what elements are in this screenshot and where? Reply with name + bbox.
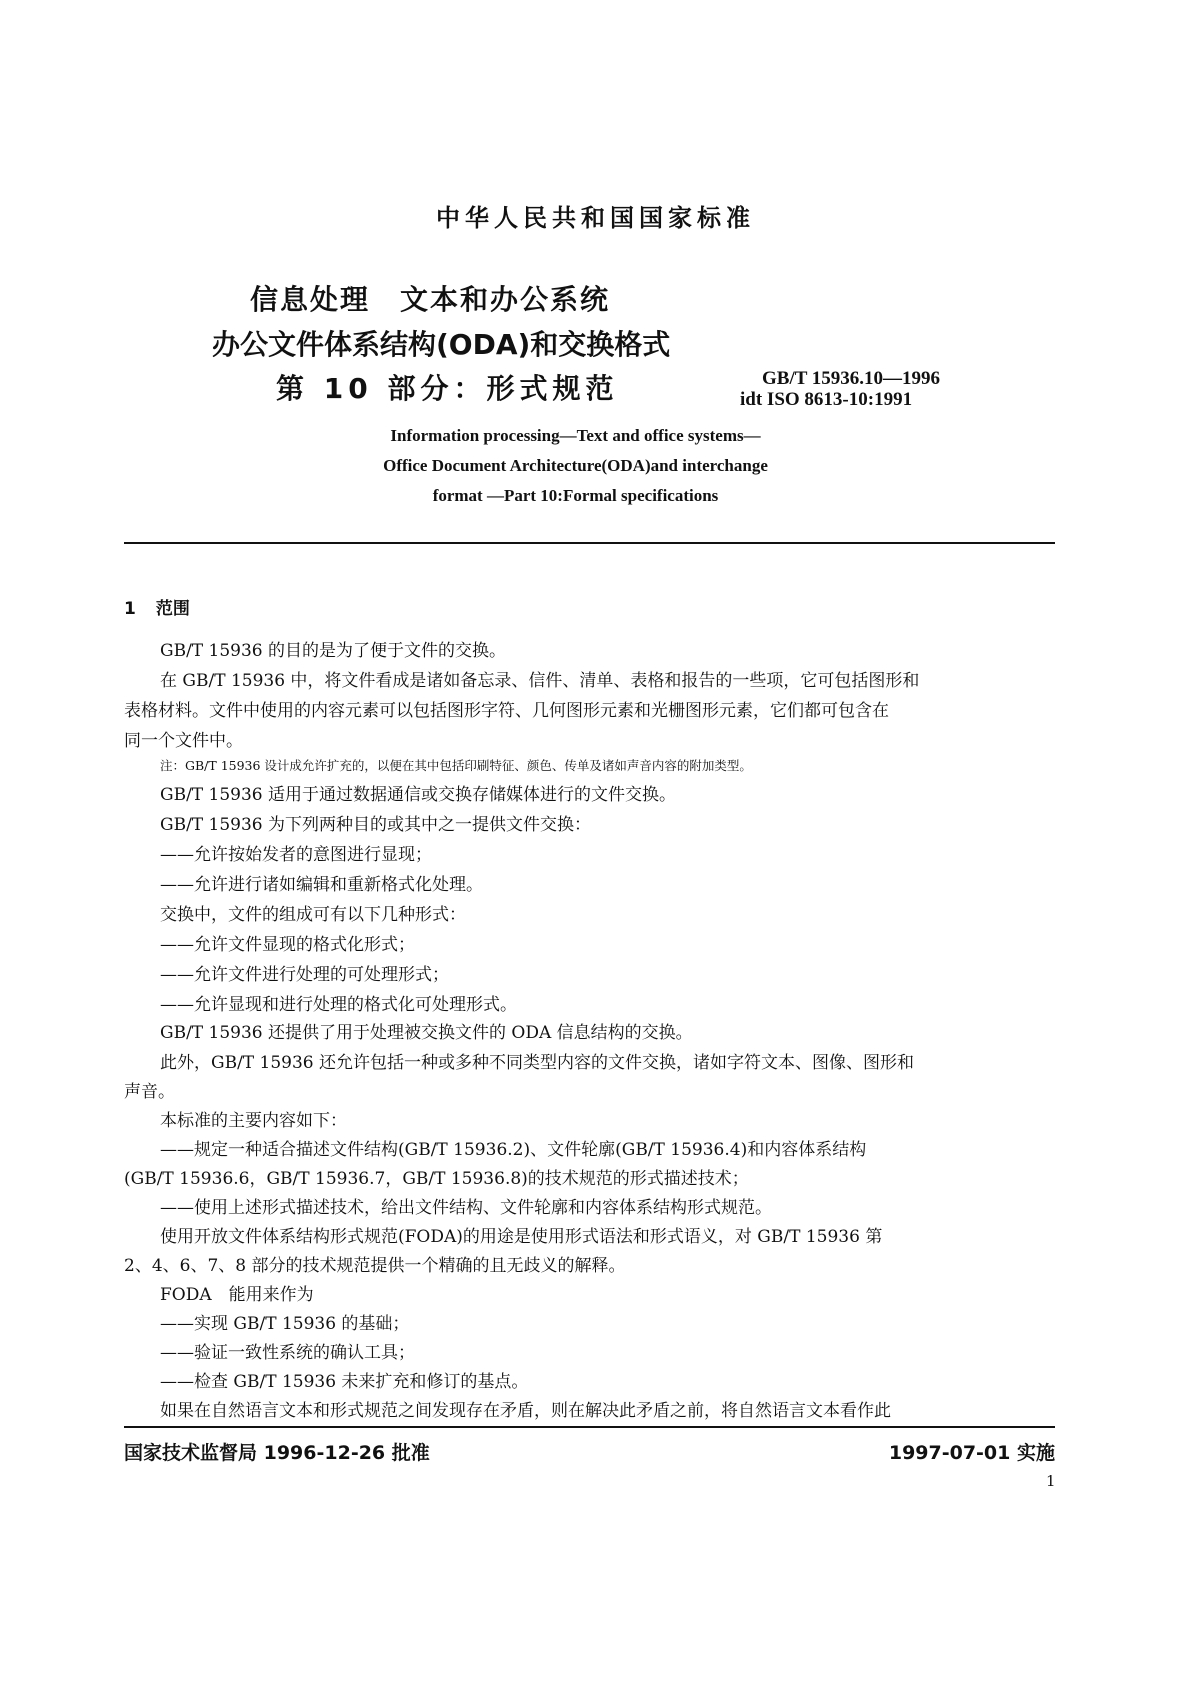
list-item: ——使用上述形式描述技术，给出文件结构、文件轮廓和内容体系结构形式规范。	[160, 1198, 772, 1218]
note: 注：GB/T 15936 设计成允许扩充的，以便在其中包括印刷特征、颜色、传单及诸如声音内容的附加类型。	[160, 758, 752, 773]
paragraph: GB/T 15936 适用于通过数据通信或交换存储媒体进行的文件交换。	[160, 785, 677, 805]
section-title: 范围	[155, 599, 190, 619]
list-item: ——允许显现和进行处理的格式化可处理形式。	[160, 995, 517, 1015]
list-item: ——允许文件进行处理的可处理形式；	[160, 965, 449, 985]
standard-idt: idt ISO 8613-10:1991	[740, 389, 913, 410]
list-item: ——允许文件显现的格式化形式；	[160, 935, 415, 955]
title-zh-line2: 办公文件体系结构(ODA)和交换格式	[212, 328, 671, 361]
paragraph: 本标准的主要内容如下：	[160, 1111, 347, 1131]
national-standard-heading: 中华人民共和国国家标准	[436, 204, 755, 232]
list-item: ——检查 GB/T 15936 未来扩充和修订的基点。	[160, 1372, 529, 1392]
page-number: 1	[1046, 1472, 1056, 1490]
title-divider	[124, 542, 1055, 544]
paragraph: 交换中，文件的组成可有以下几种形式：	[160, 905, 466, 925]
paragraph: GB/T 15936 的目的是为了便于文件的交换。	[160, 641, 507, 661]
paragraph-continuation: 表格材料。文件中使用的内容元素可以包括图形字符、几何图形元素和光栅图形元素，它们都可包含在	[124, 701, 889, 721]
list-item: ——实现 GB/T 15936 的基础；	[160, 1314, 410, 1334]
list-item: ——规定一种适合描述文件结构(GB/T 15936.2)、文件轮廓(GB/T 15936.4)和内容体系结构	[160, 1140, 867, 1160]
paragraph: GB/T 15936 还提供了用于处理被交换文件的 ODA 信息结构的交换。	[160, 1023, 693, 1043]
paragraph-continuation: 声音。	[124, 1082, 175, 1102]
section-number: 1	[124, 599, 136, 619]
title-zh-line1: 信息处理 文本和办公系统	[250, 283, 611, 316]
paragraph: 使用开放文件体系结构形式规范(FODA)的用途是使用形式语法和形式语义，对 GB/T 15936 第	[160, 1227, 883, 1247]
paragraph-continuation: 同一个文件中。	[124, 731, 243, 751]
paragraph: 如果在自然语言文本和形式规范之间发现存在矛盾，则在解决此矛盾之前，将自然语言文本看作此	[160, 1401, 891, 1421]
approval-date: 国家技术监督局 1996-12-26 批准	[124, 1442, 430, 1464]
list-item-continuation: (GB/T 15936.6，GB/T 15936.7，GB/T 15936.8)的技术规范的形式描述技术；	[124, 1169, 749, 1189]
list-item: ——验证一致性系统的确认工具；	[160, 1343, 415, 1363]
section-heading	[124, 594, 190, 619]
title-en-line3: format —Part 10:Formal specifications	[432, 486, 719, 505]
title-zh-line3: 第 10 部分：形式规范	[276, 372, 619, 405]
standard-number: GB/T 15936.10—1996	[762, 368, 941, 389]
title-en-line1: Information processing—Text and office systems—	[390, 426, 761, 445]
paragraph-continuation: 2、4、6、7、8 部分的技术规范提供一个精确的且无歧义的解释。	[124, 1256, 626, 1276]
paragraph: GB/T 15936 为下列两种目的或其中之一提供文件交换：	[160, 815, 592, 835]
title-en-line2: Office Document Architecture(ODA)and interchange	[383, 456, 768, 475]
effective-date: 1997-07-01 实施	[888, 1442, 1055, 1464]
paragraph: FODA 能用来作为	[160, 1285, 314, 1305]
list-item: ——允许进行诸如编辑和重新格式化处理。	[160, 875, 483, 895]
paragraph: 此外，GB/T 15936 还允许包括一种或多种不同类型内容的文件交换，诸如字符文本、图像、图形和	[160, 1053, 915, 1073]
footer-divider	[124, 1426, 1055, 1428]
paragraph: 在 GB/T 15936 中，将文件看成是诸如备忘录、信件、清单、表格和报告的一些项，它可包括图形和	[160, 671, 920, 691]
list-item: ——允许按始发者的意图进行显现；	[160, 845, 432, 865]
